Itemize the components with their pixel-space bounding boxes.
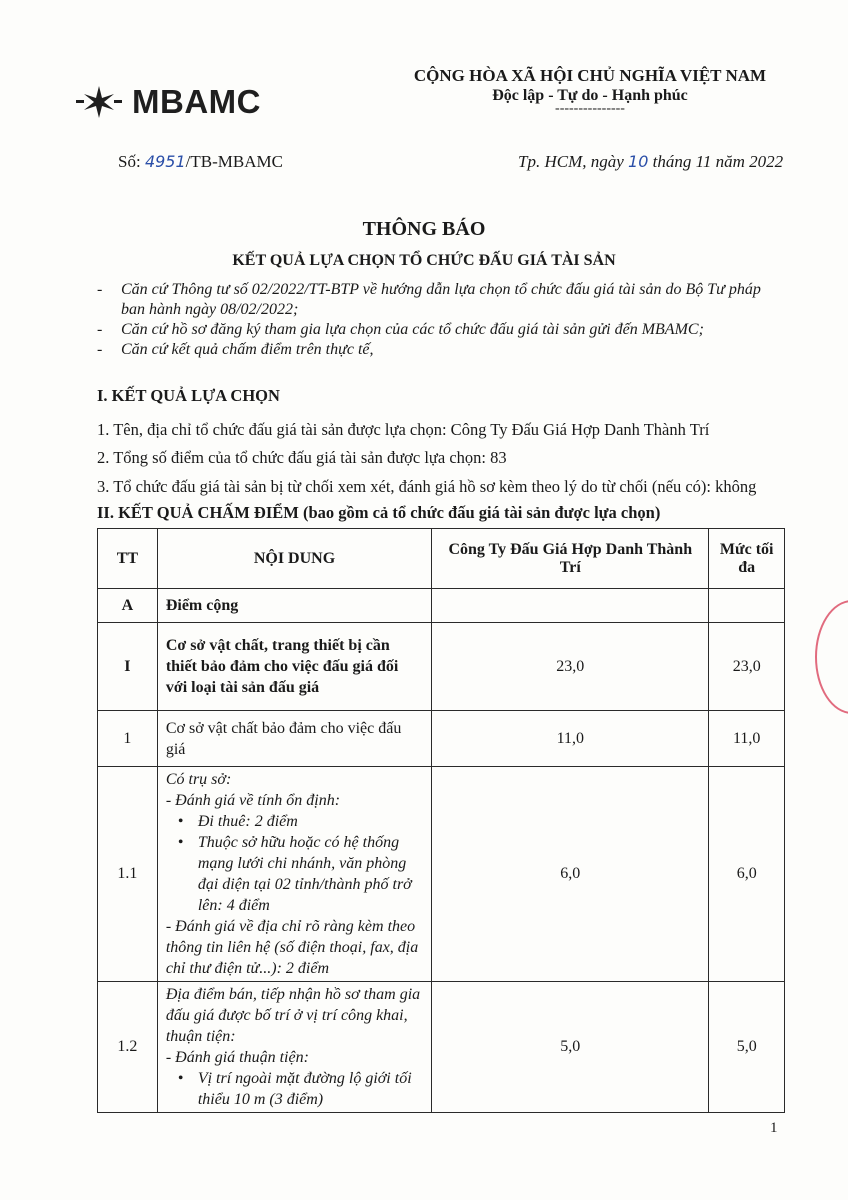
page-title: THÔNG BÁO	[362, 218, 486, 240]
nation-motto: Độc lập - Tự do - Hạnh phúc	[492, 87, 688, 104]
criteria-list	[166, 1068, 423, 1110]
row-max	[709, 589, 785, 623]
company-logo	[74, 82, 261, 122]
header-tt: TT	[98, 529, 158, 589]
mbamc-star-logo-icon	[74, 82, 124, 122]
row-score: 5,0	[432, 982, 709, 1113]
table-row	[98, 711, 785, 767]
nation-name: CỘNG HÒA XÃ HỘI CHỦ NGHĨA VIỆT NAM	[413, 66, 767, 85]
row-max: 5,0	[709, 982, 785, 1113]
section-1-item-1: 1. Tên, địa chỉ tổ chức đấu giá tài sản được lựa chọn: Công Ty Đấu Giá Hợp Danh Thành Trí	[97, 420, 710, 439]
row-score: 23,0	[432, 623, 709, 711]
legal-basis-item: - Căn cứ Thông tư số 02/2022/TT-BTP về hướng dẫn lựa chọn tổ chức đấu giá tài sản do Bộ Tư pháp ban hành ngày 08/02/2022;	[97, 281, 761, 318]
table-row	[98, 767, 785, 982]
row-max: 11,0	[709, 711, 785, 767]
row-tt: 1.2	[98, 982, 158, 1113]
header-organization: Công Ty Đấu Giá Hợp Danh Thành Trí	[432, 529, 709, 589]
row-tt: I	[98, 623, 158, 711]
legal-basis-item: - Căn cứ kết quả chấm điểm trên thực tế,	[97, 341, 374, 358]
page-subtitle: KẾT QUẢ LỰA CHỌN TỔ CHỨC ĐẤU GIÁ TÀI SẢN	[232, 252, 616, 269]
date-suffix: tháng 11 năm 2022	[648, 152, 784, 171]
row-tt: 1	[98, 711, 158, 767]
row-score	[432, 589, 709, 623]
section-1-item-2: 2. Tổng số điểm của tổ chức đấu giá tài sản được lựa chọn: 83	[97, 448, 507, 467]
docno-handwritten: 4951	[144, 152, 186, 171]
national-motto	[380, 66, 800, 117]
list-item: • Đi thuê: 2 điểm	[198, 811, 423, 832]
row-tt: A	[98, 589, 158, 623]
row-content: Điểm cộng	[157, 589, 431, 623]
list-item: • Vị trí ngoài mặt đường lộ giới tối thiểu 10 m (3 điểm)	[198, 1068, 423, 1110]
header-content: NỘI DUNG	[157, 529, 431, 589]
table-row	[98, 982, 785, 1113]
row-content: Cơ sở vật chất, trang thiết bị cần thiết bảo đảm cho việc đấu giá đối với loại tài sản đấu giá	[157, 623, 431, 711]
score-table	[97, 528, 785, 1113]
legal-bases	[97, 280, 787, 360]
section-1-item-3: 3. Tổ chức đấu giá tài sản bị từ chối xem xét, đánh giá hồ sơ kèm theo lý do từ chối (nếu có): không	[97, 477, 757, 496]
page-number: 1	[770, 1120, 778, 1136]
motto-rule: ---------------	[555, 101, 625, 116]
docno-suffix: /TB-MBAMC	[185, 152, 283, 171]
row-max: 6,0	[709, 767, 785, 982]
date-handwritten: 10	[628, 152, 649, 171]
row-content: Cơ sở vật chất bảo đảm cho việc đấu giá	[157, 711, 431, 767]
docno-prefix: Số:	[118, 152, 145, 171]
row-content: Địa điểm bán, tiếp nhận hồ sơ tham gia đấu giá được bố trí ở vị trí công khai, thuận tiện: - Đánh giá thuận tiện: • Vị trí ngoài mặt đường lộ giới tối thiểu 10 m (3 điểm)	[157, 982, 431, 1113]
row-tt: 1.1	[98, 767, 158, 982]
section-1-heading: I. KẾT QUẢ LỰA CHỌN	[97, 386, 280, 405]
table-header-row	[98, 529, 785, 589]
document-date	[518, 152, 783, 172]
table-row	[98, 623, 785, 711]
logo-text: MBAMC	[132, 83, 261, 120]
table-row	[98, 589, 785, 623]
criteria-list	[166, 811, 423, 916]
document-number	[118, 152, 283, 172]
row-content: Có trụ sở: - Đánh giá về tính ổn định: • Đi thuê: 2 điểm • Thuộc sở hữu hoặc có hệ thống mạng lưới chi nhánh, văn phòng đại diện tại 02 tỉnh/thành phố trở lên: 4 điểm - Đánh giá về địa chỉ rõ ràng kèm theo thông tin liên hệ (số điện thoại, fax, địa chỉ thư điện tử...): 2 điểm	[157, 767, 431, 982]
red-seal-stamp-icon	[815, 600, 848, 714]
row-score: 6,0	[432, 767, 709, 982]
date-prefix: Tp. HCM, ngày	[518, 152, 629, 171]
row-max: 23,0	[709, 623, 785, 711]
section-2-heading: II. KẾT QUẢ CHẤM ĐIỂM (bao gồm cả tổ chức đấu giá tài sản được lựa chọn)	[97, 503, 661, 522]
list-item: • Thuộc sở hữu hoặc có hệ thống mạng lưới chi nhánh, văn phòng đại diện tại 02 tỉnh/thành phố trở lên: 4 điểm	[198, 832, 423, 916]
row-score: 11,0	[432, 711, 709, 767]
header-max: Mức tối đa	[709, 529, 785, 589]
legal-basis-item: - Căn cứ hồ sơ đăng ký tham gia lựa chọn của các tổ chức đấu giá tài sản gửi đến MBAMC;	[97, 321, 704, 338]
